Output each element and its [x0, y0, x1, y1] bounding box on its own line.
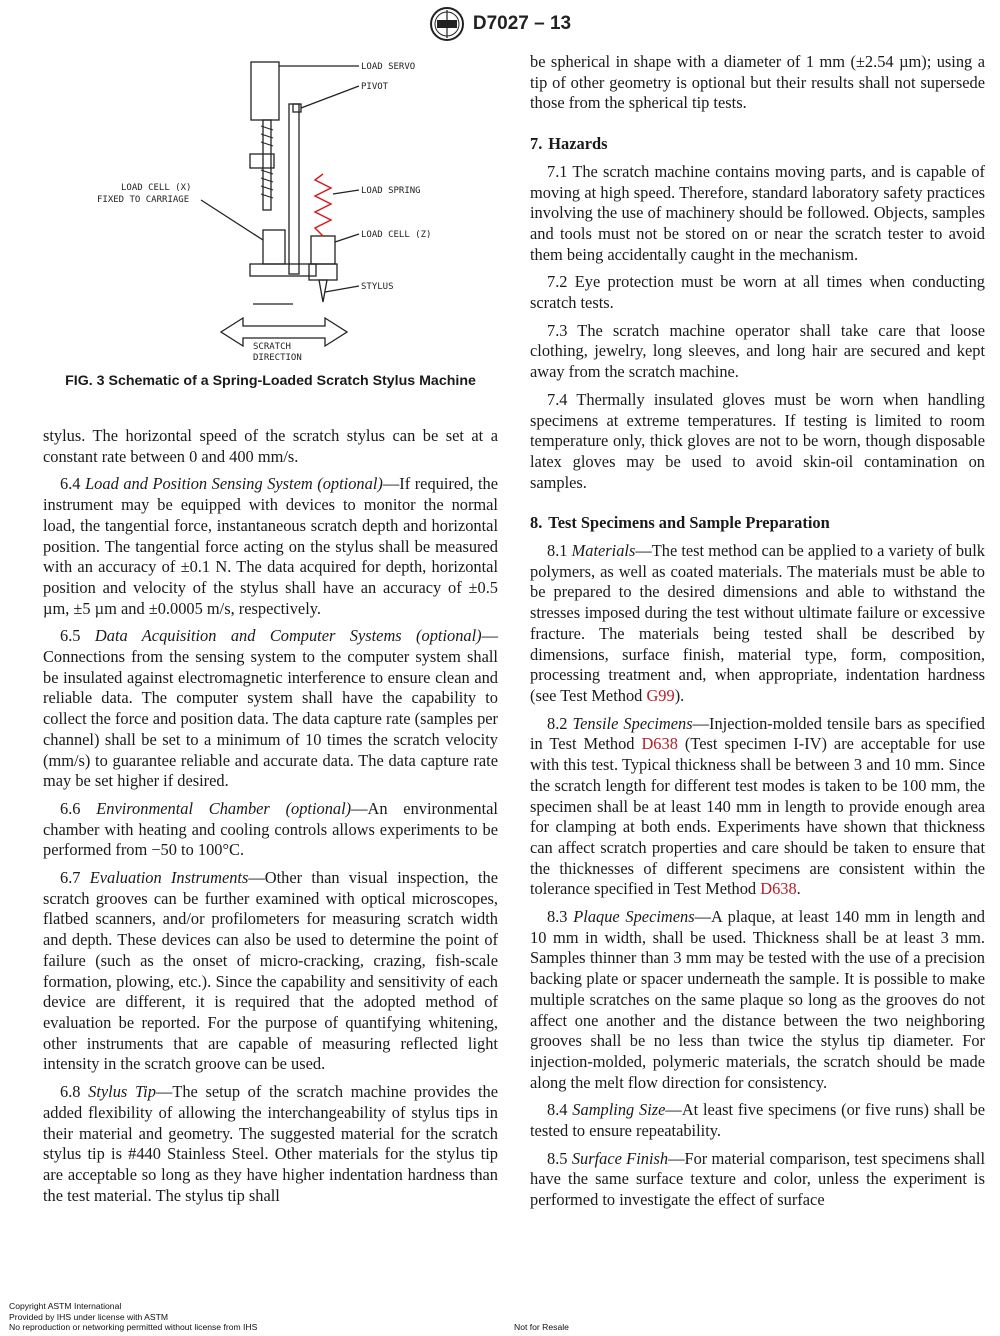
footer-line: Provided by IHS under license with ASTM — [9, 1311, 169, 1322]
section-title: Environmental Chamber (optional) — [96, 798, 352, 818]
section-number: 6.7 — [60, 868, 81, 888]
reference-link-g99[interactable]: G99 — [646, 685, 675, 705]
section-body: —Other than visual inspection, the scratch grooves can be further examined with optical microscopes, flatbed scanners, and/or profilometers for measuring scratch width and depth. These devices can also be used to determine the point of failure (such as the onset of micro-cracking, crazing, fish-scale formation, plowing, etc.). Since the capability and sensitivity of each device are different, it is required that the adopted method of evaluation be reported. For the purpose of quantifying whitening, other instruments that are capable of measuring reflected light intensity in the scratch groove can be used. — [43, 868, 498, 1074]
label-load-spring: LOAD SPRING — [361, 186, 421, 196]
load-servo-box — [251, 62, 279, 120]
stylus-holder — [309, 264, 337, 280]
section-heading-specimens: 8. Test Specimens and Sample Preparation — [530, 513, 830, 533]
section-body: —An environmental chamber with heating and cooling controls allows experiments to be performed from −50 to 100°C. — [43, 798, 498, 860]
section-body: —Connections from the sensing system to the computer system shall be insulated against electromagnetic interference to ensure clean and reliable data. The computer system shall have the capability to collect the force and position data. The data capture rate (samples per channel) shall be set to a minimum of 10 times the scratch velocity (mm/s) to guarantee reliable and accurate data. The data capture rate may be set higher if desired. — [43, 626, 498, 791]
label-stylus: STYLUS — [361, 282, 394, 292]
reference-link-d638[interactable]: D638 — [641, 734, 678, 754]
paragraph-8-1: 8.1 Materials—The test method can be applied to a variety of bulk polymers, as well as coated materials. The materials must be able to be prepared to the desired dimensions and able to withstand the stresses imposed during the test without ultimate failure or excessive fracture. The materials being tested shall be described by dimensions, surface finish, material type, form, composition, processing treatment and, when appropriate, indentation hardness (see Test Method G99). — [530, 541, 985, 705]
copyright-footer — [9, 1301, 257, 1333]
paragraph-6-5 — [43, 626, 498, 792]
section-heading-hazards: 7. Hazards — [530, 134, 608, 154]
paragraph-6-4 — [43, 474, 498, 619]
astm-logo-icon — [429, 6, 465, 42]
paragraph-continued: stylus. The horizontal speed of the scratch stylus can be set at a constant rate between 0 and 400 mm/s. — [43, 426, 498, 466]
section-number: 6.4 — [60, 474, 81, 494]
left-column — [43, 426, 498, 1213]
load-spring-icon — [315, 174, 331, 236]
carriage-bar — [250, 264, 316, 276]
vertical-arm — [289, 104, 299, 274]
figure-caption: FIG. 3 Schematic of a Spring-Loaded Scratch Stylus Machine — [65, 373, 476, 389]
section-number: 6.5 — [60, 626, 81, 646]
footer-line: No reproduction or networking permitted without license from IHS — [9, 1322, 258, 1332]
paragraph-6-8 — [43, 1082, 498, 1206]
label-load-cell-x-2: FIXED TO CARRIAGE — [97, 195, 190, 205]
pivot-icon — [293, 104, 301, 112]
label-load-servo: LOAD SERVO — [361, 62, 416, 72]
right-column — [530, 52, 985, 1218]
section-title: Stylus Tip — [88, 1082, 156, 1102]
section-number: 6.8 — [60, 1082, 81, 1102]
paragraph-continued: be spherical in shape with a diameter of 1 mm (±2.54 µm); using a tip of other geometry is optional but their results shall not supersede those from the spherical tip tests. — [530, 52, 985, 113]
label-load-cell-z: LOAD CELL (Z) — [361, 230, 432, 240]
paragraph-6-7 — [43, 868, 498, 1075]
footer-line: Copyright ASTM International — [9, 1301, 122, 1311]
figure-scratch-machine — [93, 54, 449, 368]
section-title: Data Acquisition and Computer Systems (optional) — [94, 626, 482, 646]
paragraph-7-3: 7.3 The scratch machine operator shall take care that loose clothing, jewelry, long sleeves, and long hair are secured and kept away from the scratch machine. — [530, 320, 985, 382]
section-title: Evaluation Instruments — [89, 868, 249, 888]
paragraph-6-6 — [43, 799, 498, 861]
section-number: 6.6 — [60, 798, 81, 818]
label-pivot: PIVOT — [361, 82, 389, 92]
label-scratch: SCRATCH — [253, 342, 291, 352]
scratch-machine-schematic — [93, 54, 449, 368]
paragraph-8-4: 8.4 Sampling Size—At least five specimens (or five runs) shall be tested to ensure repeatability. — [530, 1100, 985, 1141]
paragraph-7-4: 7.4 Thermally insulated gloves must be worn when handling specimens at extreme temperatures. If testing is limited to room temperature only, thick gloves are not to be worn, though disposable latex gloves may be used to avoid skin-oil contamination on samples. — [530, 389, 985, 492]
load-cell-z — [311, 236, 335, 264]
paragraph-8-2: 8.2 Tensile Specimens—Injection-molded tensile bars as specified in Test Method D638 (Test specimen I-IV) are acceptable for use with this test. Typical thickness shall be between 3 and 10 mm. Since the scratch length for different test modes is taken to be 100 mm, the specimen shall be at least 140 mm in length to provide enough area for clamping at both ends. Experiments have shown that thickness can affect scratch properties and care should be taken to ensure that the thicknesses of different specimens are consistent within the tolerance specified in Test Method D638. — [530, 713, 985, 899]
paragraph-7-1: 7.1 The scratch machine contains moving parts, and is capable of moving at high speed. Therefore, standard laboratory safety practices involving the use of machinery should be followed. Objects, samples and tools must not be stored on or near the scratch tester to avoid them being accidentally caught in the mechanism. — [530, 161, 985, 264]
document-number: D7027 – 13 — [472, 13, 572, 34]
section-body: —The setup of the scratch machine provides the added flexibility of allowing the interchangeability of stylus tips in their material and geometry. The suggested material for the scratch stylus tip is #440 Stainless Steel. Other materials for the stylus tip are acceptable so long as they have higher indentation hardness than the test material. The stylus tip shall — [43, 1082, 498, 1205]
load-cell-x — [263, 230, 285, 264]
page-header — [0, 4, 1000, 44]
section-title: Load and Position Sensing System (optional) — [85, 474, 383, 494]
label-load-cell-x-1: LOAD CELL (X) — [121, 183, 192, 193]
resale-notice: Not for Resale — [514, 1322, 569, 1332]
paragraph-8-3: 8.3 Plaque Specimens—A plaque, at least 140 mm in length and 10 mm in width, shall be used. Thickness shall be at least 3 mm. Samples thinner than 3 mm may be tested with the use of a precision backing plate or spacer underneath the sample. It is possible to make multiple scratches on the same plaque so long as the grooves do not affect one another and the distance between the two neighboring grooves shall be no less than twice the stylus tip diameter. For injection-molded, polymeric materials, the scratch should be made along the melt flow direction for consistency. — [530, 907, 985, 1092]
label-direction: DIRECTION — [253, 353, 302, 363]
section-body: —If required, the instrument may be equipped with devices to monitor the normal load, the tangential force, instantaneous scratch depth and horizontal position. The tangential force acting on the stylus shall be measured with an accuracy of ±0.1 N. The data acquired for depth, horizontal position and velocity of the stylus shall have an accuracy of ±0.5 µm, ±5 µm and ±0.0005 m/s, respectively. — [43, 474, 498, 618]
paragraph-7-2: 7.2 Eye protection must be worn at all times when conducting scratch tests. — [530, 272, 985, 313]
paragraph-8-5: 8.5 Surface Finish—For material comparison, test specimens shall have the same surface texture and color, unless the experiment is performed to investigate the effect of surface — [530, 1148, 985, 1210]
reference-link-d638[interactable]: D638 — [760, 879, 797, 899]
stylus-tip — [319, 280, 327, 302]
